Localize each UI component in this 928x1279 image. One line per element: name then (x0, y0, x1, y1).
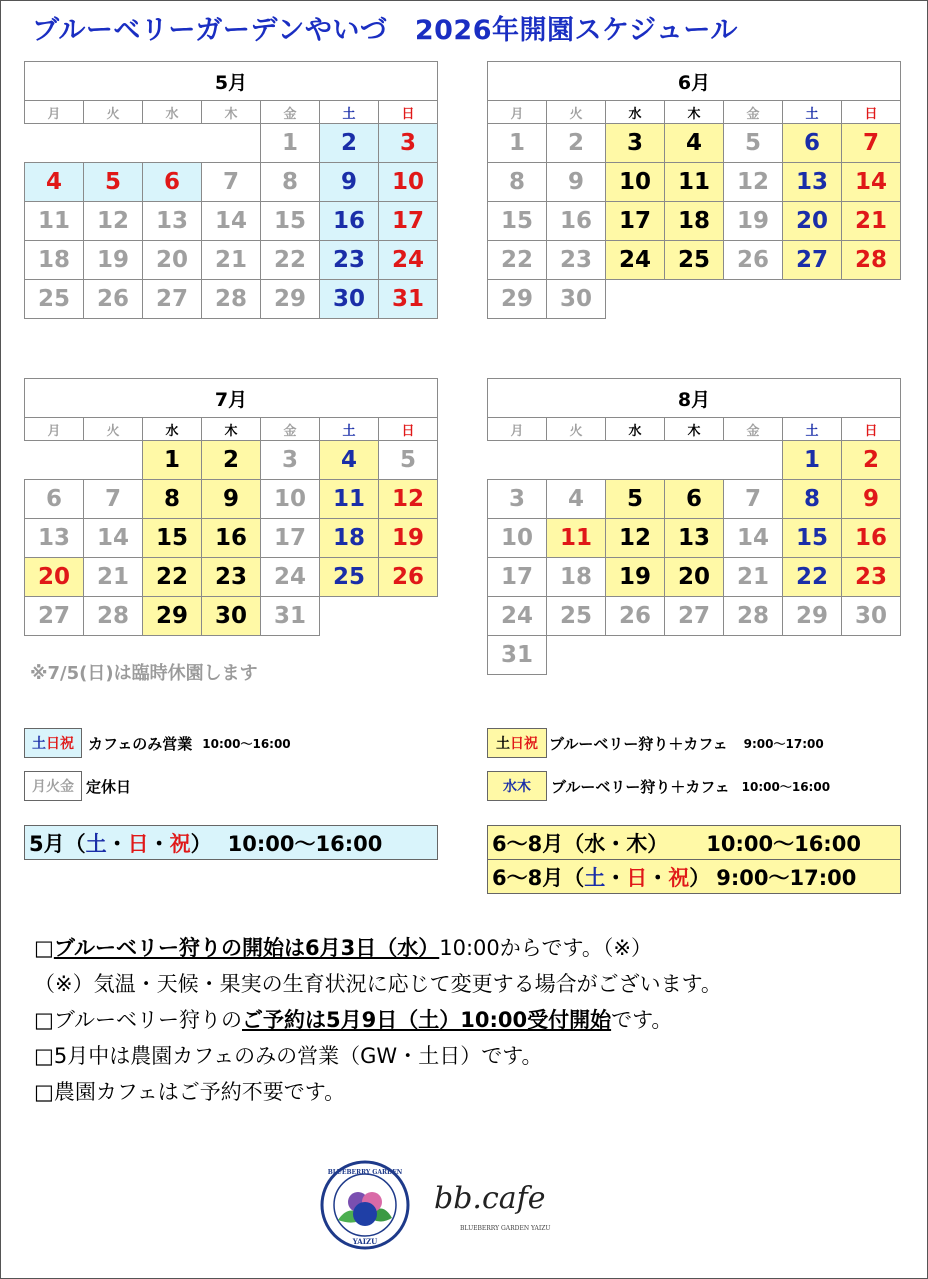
legend-pick-weekend (487, 728, 824, 758)
day-cell: 2 (547, 124, 606, 163)
day-cell: 10 (488, 519, 547, 558)
empty-cell (606, 280, 665, 319)
day-cell: 26 (84, 280, 143, 319)
weekday-header: 日 (379, 418, 438, 441)
day-cell: 10 (606, 163, 665, 202)
day-cell: 17 (261, 519, 320, 558)
day-cell: 11 (547, 519, 606, 558)
day-cell: 11 (320, 480, 379, 519)
weekday-header: 月 (488, 418, 547, 441)
day-cell: 29 (143, 597, 202, 636)
day-cell: 24 (379, 241, 438, 280)
day-cell: 28 (842, 241, 901, 280)
legend-sun: 日 (46, 736, 60, 752)
bb-cafe-subtext: BLUEBERRY GARDEN YAIZU (460, 1225, 551, 1232)
day-cell: 11 (25, 202, 84, 241)
day-cell: 7 (724, 480, 783, 519)
day-cell: 31 (379, 280, 438, 319)
calendar-may (24, 61, 438, 319)
day-cell: 21 (84, 558, 143, 597)
hours-may-sun: 日 (127, 831, 149, 856)
day-cell: 16 (547, 202, 606, 241)
weekday-header: 水 (606, 101, 665, 124)
hours-may-time: 10:00～16:00 (227, 831, 383, 856)
empty-cell (84, 441, 143, 480)
hours-may-prefix: 5月（ (29, 831, 86, 856)
legend-pick-weekday-time: 10:00～16:00 (741, 779, 831, 794)
hours-summer-weekend-hol: 祝 (668, 865, 690, 890)
month-label: 6月 (488, 62, 901, 101)
day-cell: 13 (665, 519, 724, 558)
day-cell: 26 (724, 241, 783, 280)
day-cell: 3 (606, 124, 665, 163)
day-cell: 19 (724, 202, 783, 241)
month-label: 8月 (488, 379, 901, 418)
month-label: 7月 (25, 379, 438, 418)
empty-cell (724, 280, 783, 319)
day-cell: 7 (84, 480, 143, 519)
logo-top-text: BLUEBERRY GARDEN (327, 1169, 403, 1176)
day-cell: 20 (143, 241, 202, 280)
day-cell: 6 (25, 480, 84, 519)
day-cell: 9 (547, 163, 606, 202)
day-cell: 5 (379, 441, 438, 480)
empty-cell (606, 636, 665, 675)
weekday-header: 水 (143, 418, 202, 441)
day-cell: 5 (724, 124, 783, 163)
legend-closed-text: 定休日 (86, 777, 132, 796)
day-cell: 18 (25, 241, 84, 280)
empty-cell (724, 441, 783, 480)
day-cell: 11 (665, 163, 724, 202)
weekday-header: 月 (488, 101, 547, 124)
day-cell: 1 (261, 124, 320, 163)
bb-cafe-logo (430, 1172, 600, 1242)
blueberry-garden-logo (320, 1160, 410, 1250)
day-cell: 15 (143, 519, 202, 558)
day-cell: 15 (261, 202, 320, 241)
day-cell: 10 (379, 163, 438, 202)
day-cell: 26 (379, 558, 438, 597)
day-cell: 16 (320, 202, 379, 241)
day-cell: 19 (379, 519, 438, 558)
day-cell: 3 (488, 480, 547, 519)
bb-cafe-script: bb.cafe (434, 1181, 546, 1216)
weekday-header: 火 (547, 101, 606, 124)
day-cell: 9 (842, 480, 901, 519)
temporary-closure-note: ※7/5(日)は臨時休園します (30, 663, 258, 684)
weekday-header: 土 (783, 101, 842, 124)
weekday-header: 火 (84, 418, 143, 441)
info-line-4: □5月中は農園カフェのみの営業（GW・土日）です。 (34, 1044, 543, 1068)
day-cell: 7 (202, 163, 261, 202)
weekday-header: 日 (379, 101, 438, 124)
day-cell: 12 (606, 519, 665, 558)
day-cell: 18 (665, 202, 724, 241)
day-cell: 29 (261, 280, 320, 319)
day-cell: 4 (320, 441, 379, 480)
empty-cell (379, 597, 438, 636)
day-cell: 13 (25, 519, 84, 558)
weekday-header: 木 (202, 101, 261, 124)
info-pick-start-time: 10:00からです。（※） (439, 936, 652, 960)
empty-cell (143, 124, 202, 163)
logo-bottom-text: YAIZU (352, 1237, 378, 1246)
empty-cell (606, 441, 665, 480)
day-cell: 4 (25, 163, 84, 202)
day-cell: 14 (724, 519, 783, 558)
day-cell: 24 (261, 558, 320, 597)
day-cell: 27 (143, 280, 202, 319)
legend-pick-weekday-text: ブルーベリー狩り＋カフェ (551, 777, 730, 796)
empty-cell (547, 636, 606, 675)
hours-summer-weekend-sat: 土 (584, 865, 606, 890)
hours-summer-weekend-sep: ・ (647, 865, 669, 890)
weekday-header: 月 (25, 101, 84, 124)
day-cell: 17 (379, 202, 438, 241)
hours-may-sep: ・ (148, 831, 170, 856)
legend-cafe-swatch (24, 728, 82, 758)
day-cell: 3 (261, 441, 320, 480)
day-cell: 19 (606, 558, 665, 597)
day-cell: 14 (202, 202, 261, 241)
empty-cell (842, 636, 901, 675)
info-line-5: □農園カフェはご予約不要です。 (34, 1080, 346, 1104)
empty-cell (202, 124, 261, 163)
day-cell: 21 (724, 558, 783, 597)
day-cell: 2 (320, 124, 379, 163)
empty-cell (665, 280, 724, 319)
day-cell: 1 (488, 124, 547, 163)
day-cell: 4 (665, 124, 724, 163)
empty-cell (547, 441, 606, 480)
day-cell: 5 (606, 480, 665, 519)
day-cell: 8 (261, 163, 320, 202)
weekday-header: 土 (320, 418, 379, 441)
hours-summer-weekday-time: 10:00～16:00 (706, 831, 861, 856)
empty-cell (783, 280, 842, 319)
hours-summer-weekday-label: 6～8月（水・木） (492, 831, 669, 856)
page-title: ブルーベリーガーデンやいづ 2026年開園スケジュール (32, 15, 738, 46)
day-cell: 6 (783, 124, 842, 163)
day-cell: 26 (606, 597, 665, 636)
weekday-header: 日 (842, 101, 901, 124)
day-cell: 25 (665, 241, 724, 280)
day-cell: 21 (202, 241, 261, 280)
day-cell: 3 (379, 124, 438, 163)
day-cell: 27 (25, 597, 84, 636)
info-reservation-suffix: です。 (611, 1008, 673, 1032)
empty-cell (25, 441, 84, 480)
info-reservation-start: ご予約は5月9日（土）10:00受付開始 (242, 1008, 612, 1032)
hours-may-hol: 祝 (169, 831, 191, 856)
legend-pick-weekend-time: 9:00～17:00 (743, 736, 824, 751)
day-cell: 22 (143, 558, 202, 597)
day-cell: 30 (202, 597, 261, 636)
day-cell: 8 (488, 163, 547, 202)
day-cell: 15 (783, 519, 842, 558)
legend-cafe-time: 10:00～16:00 (202, 736, 291, 751)
day-cell: 23 (320, 241, 379, 280)
info-block (34, 930, 722, 1110)
day-cell: 22 (261, 241, 320, 280)
hours-summer-weekend-sun: 日 (626, 865, 648, 890)
day-cell: 1 (143, 441, 202, 480)
day-cell: 20 (783, 202, 842, 241)
hours-summer-weekend-time: 9:00～17:00 (716, 865, 857, 890)
empty-cell (84, 124, 143, 163)
legend-sat: 土 (32, 736, 46, 752)
day-cell: 22 (783, 558, 842, 597)
day-cell: 24 (488, 597, 547, 636)
day-cell: 27 (665, 597, 724, 636)
day-cell: 12 (379, 480, 438, 519)
day-cell: 31 (488, 636, 547, 675)
legend-pick-weekend-text: ブルーベリー狩り＋カフェ (549, 734, 728, 753)
day-cell: 18 (547, 558, 606, 597)
day-cell: 8 (783, 480, 842, 519)
hours-summer-weekend (487, 859, 901, 894)
day-cell: 8 (143, 480, 202, 519)
day-cell: 7 (842, 124, 901, 163)
day-cell: 30 (547, 280, 606, 319)
weekday-header: 木 (202, 418, 261, 441)
info-line-1 (34, 930, 722, 966)
day-cell: 25 (547, 597, 606, 636)
weekday-header: 金 (261, 418, 320, 441)
hours-summer-weekday (487, 825, 901, 860)
empty-cell (25, 124, 84, 163)
day-cell: 29 (783, 597, 842, 636)
day-cell: 29 (488, 280, 547, 319)
info-line-3 (34, 1002, 722, 1038)
day-cell: 25 (320, 558, 379, 597)
calendar-july (24, 378, 438, 636)
info-reservation-prefix: □ブルーベリー狩りの (34, 1008, 243, 1032)
info-pick-start: ブルーベリー狩りの開始は6月3日（水） (53, 936, 440, 960)
weekday-header: 金 (724, 418, 783, 441)
day-cell: 23 (547, 241, 606, 280)
calendar-august (487, 378, 901, 675)
empty-cell (665, 441, 724, 480)
legend-cafe-only (24, 728, 291, 758)
day-cell: 28 (202, 280, 261, 319)
empty-cell (783, 636, 842, 675)
day-cell: 17 (606, 202, 665, 241)
day-cell: 27 (783, 241, 842, 280)
day-cell: 15 (488, 202, 547, 241)
empty-cell (488, 441, 547, 480)
weekday-header: 金 (261, 101, 320, 124)
hours-may-sat: 土 (85, 831, 107, 856)
month-label: 5月 (25, 62, 438, 101)
weekday-header: 木 (665, 101, 724, 124)
legend-hol: 祝 (60, 736, 74, 752)
day-cell: 2 (842, 441, 901, 480)
calendar-june (487, 61, 901, 319)
day-cell: 10 (261, 480, 320, 519)
day-cell: 2 (202, 441, 261, 480)
legend-pick-weekday-swatch: 水木 (487, 771, 547, 801)
day-cell: 13 (783, 163, 842, 202)
hours-summer-weekend-prefix: 6～8月（ (492, 865, 585, 890)
day-cell: 30 (320, 280, 379, 319)
weekday-header: 水 (606, 418, 665, 441)
legend-pick-weekend-swatch (487, 728, 547, 758)
day-cell: 23 (842, 558, 901, 597)
day-cell: 5 (84, 163, 143, 202)
day-cell: 24 (606, 241, 665, 280)
day-cell: 9 (202, 480, 261, 519)
legend-cafe-text: カフェのみ営業 (88, 734, 193, 753)
day-cell: 17 (488, 558, 547, 597)
empty-cell (665, 636, 724, 675)
day-cell: 12 (724, 163, 783, 202)
weekday-header: 土 (320, 101, 379, 124)
info-line-2: （※）気温・天候・果実の生育状況に応じて変更する場合がございます。 (34, 972, 722, 996)
legend-pick-weekday (487, 771, 830, 801)
day-cell: 16 (842, 519, 901, 558)
hours-may-suffix: ） (190, 831, 212, 856)
day-cell: 23 (202, 558, 261, 597)
day-cell: 31 (261, 597, 320, 636)
day-cell: 4 (547, 480, 606, 519)
empty-cell (842, 280, 901, 319)
day-cell: 1 (783, 441, 842, 480)
empty-cell (320, 597, 379, 636)
legend-hol: 祝 (524, 736, 538, 752)
legend-closed-swatch: 月火金 (24, 771, 82, 801)
day-cell: 6 (665, 480, 724, 519)
weekday-header: 水 (143, 101, 202, 124)
day-cell: 12 (84, 202, 143, 241)
day-cell: 20 (665, 558, 724, 597)
legend-sun: 日 (510, 736, 524, 752)
weekday-header: 月 (25, 418, 84, 441)
legend-sat: 土 (496, 736, 510, 752)
day-cell: 30 (842, 597, 901, 636)
day-cell: 22 (488, 241, 547, 280)
day-cell: 20 (25, 558, 84, 597)
hours-summer-weekend-suffix: ） (689, 865, 711, 890)
weekday-header: 日 (842, 418, 901, 441)
weekday-header: 火 (547, 418, 606, 441)
day-cell: 14 (84, 519, 143, 558)
legend-closed (24, 771, 131, 801)
day-cell: 14 (842, 163, 901, 202)
day-cell: 9 (320, 163, 379, 202)
day-cell: 28 (724, 597, 783, 636)
day-cell: 19 (84, 241, 143, 280)
weekday-header: 金 (724, 101, 783, 124)
hours-summer-weekend-sep: ・ (605, 865, 627, 890)
weekday-header: 火 (84, 101, 143, 124)
day-cell: 21 (842, 202, 901, 241)
day-cell: 18 (320, 519, 379, 558)
weekday-header: 土 (783, 418, 842, 441)
empty-cell (724, 636, 783, 675)
weekday-header: 木 (665, 418, 724, 441)
hours-may (24, 825, 438, 860)
day-cell: 13 (143, 202, 202, 241)
day-cell: 6 (143, 163, 202, 202)
day-cell: 16 (202, 519, 261, 558)
checkbox-glyph: □ (34, 936, 54, 960)
hours-may-sep: ・ (106, 831, 128, 856)
day-cell: 28 (84, 597, 143, 636)
day-cell: 25 (25, 280, 84, 319)
